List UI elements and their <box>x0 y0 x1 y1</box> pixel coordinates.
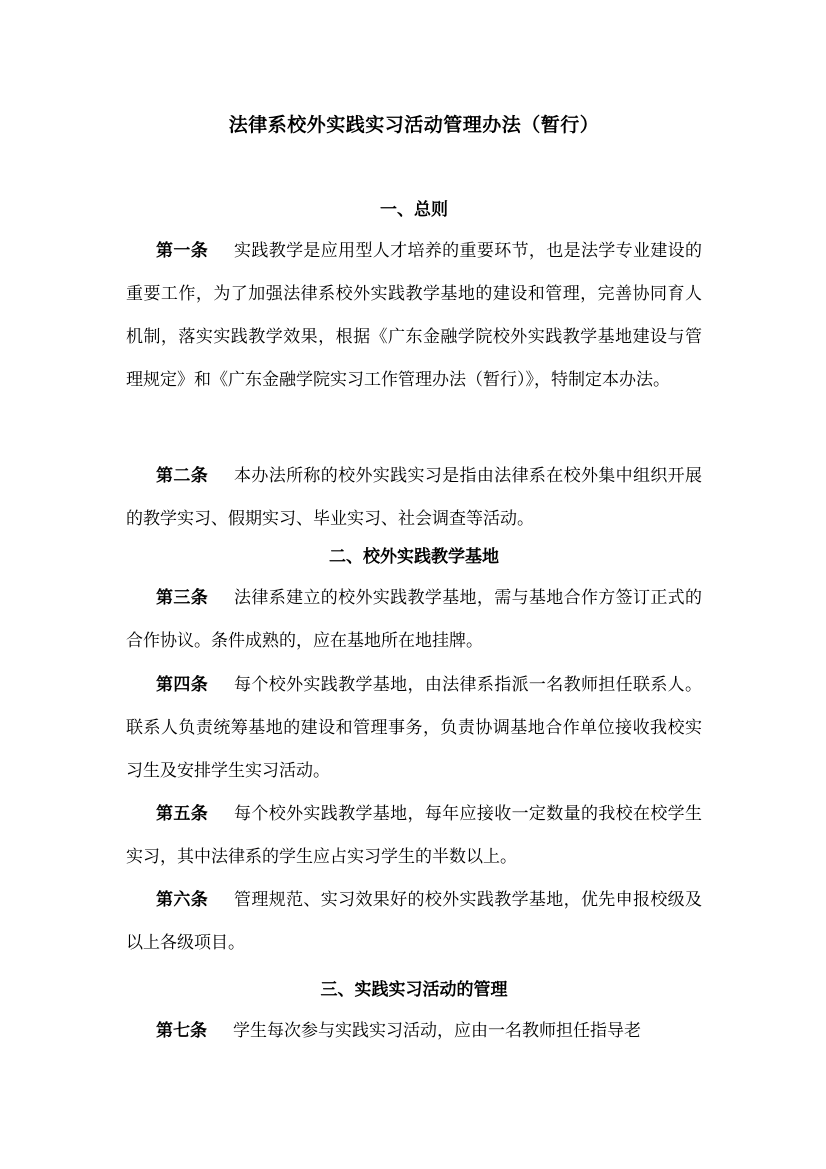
article-text: 本办法所称的校外实践实习是指由法律系在校外集中组织开展的教学实习、假期实习、毕业实习、社会调查等活动。 <box>126 466 703 529</box>
article-5 <box>126 793 702 879</box>
article-text: 每个校外实践教学基地，每年应接收一定数量的我校在校学生实习，其中法律系的学生应占实习学生的半数以上。 <box>126 804 703 867</box>
section-heading-bases: 二、校外实践教学基地 <box>329 547 499 567</box>
article-text: 每个校外实践教学基地，由法律系指派一名教师担任联系人。联系人负责统筹基地的建设和管理事务，负责协调基地合作单位接收我校实习生及安排学生实习活动。 <box>126 675 703 781</box>
article-text: 学生每次参与实践实习活动，应由一名教师担任指导老 <box>233 1021 641 1041</box>
section-heading-general: 一、总则 <box>380 200 448 220</box>
section-heading-management: 三、实践实习活动的管理 <box>320 980 508 1000</box>
article-2 <box>126 455 702 541</box>
article-6 <box>126 879 702 965</box>
article-4 <box>126 664 702 793</box>
document-title: 法律系校外实践实习活动管理办法（暂行） <box>228 114 600 136</box>
article-number: 第五条 <box>156 804 209 824</box>
article-7 <box>126 1010 702 1053</box>
article-text: 实践教学是应用型人才培养的重要环节，也是法学专业建设的重要工作，为了加强法律系校外实践教学基地的建设和管理，完善协同育人机制，落实实践教学效果，根据《广东金融学院校外实践教学基地建设与管理规定》和《广东金融学院实习工作管理办法（暂行）》，特制定本办法。 <box>126 241 703 390</box>
article-number: 第二条 <box>156 466 209 486</box>
article-text: 法律系建立的校外实践教学基地，需与基地合作方签订正式的合作协议。条件成熟的，应在基地所在地挂牌。 <box>126 588 703 651</box>
article-number: 第四条 <box>156 675 209 695</box>
article-number: 第六条 <box>156 890 209 910</box>
article-number: 第一条 <box>156 241 209 261</box>
article-number: 第三条 <box>156 588 209 608</box>
article-3 <box>126 577 702 663</box>
article-1 <box>126 230 702 402</box>
article-text: 管理规范、实习效果好的校外实践教学基地，优先申报校级及以上各级项目。 <box>126 890 703 953</box>
article-number: 第七条 <box>156 1021 207 1041</box>
